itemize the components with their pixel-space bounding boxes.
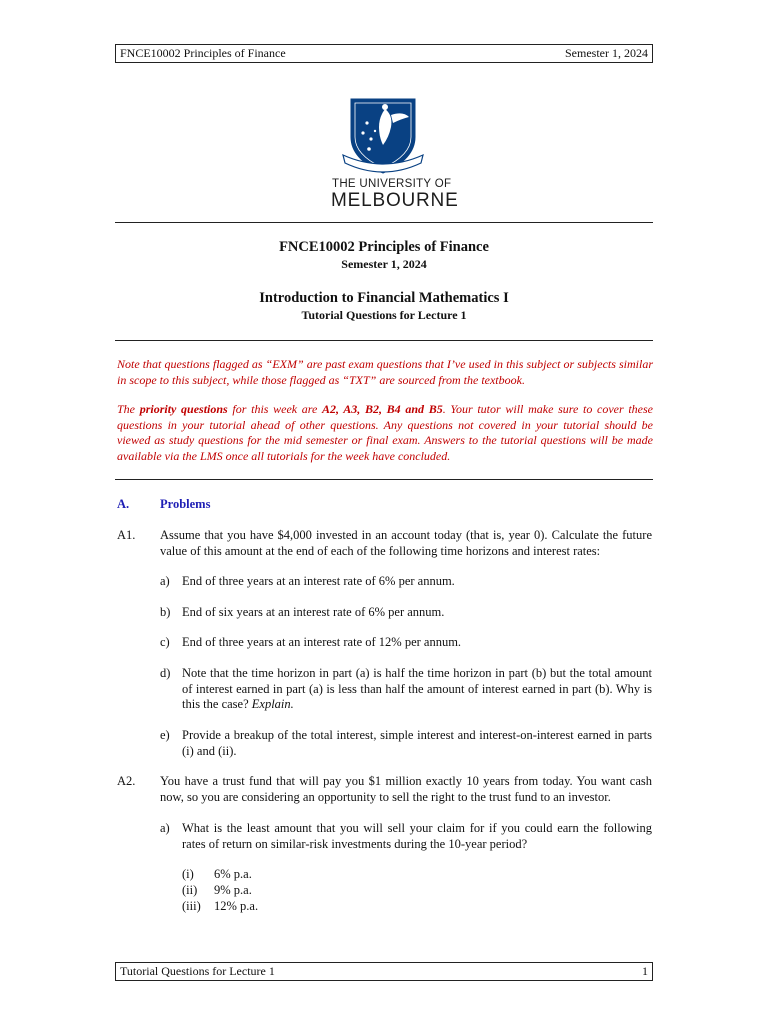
rate-label: (i) — [182, 867, 194, 881]
part-text: Note that the time horizon in part (a) is half the time horizon in part (b) but the total amount of interest earned in part (a) is less than half the amount of interest earned in part (b). Why is this the case? Explain. — [182, 666, 652, 711]
page-number: 1 — [642, 964, 648, 978]
part-text: End of three years at an interest rate of 6% per annum. — [182, 574, 455, 588]
university-name-line2: MELBOURNE — [331, 190, 459, 211]
priority-label: priority questions — [139, 402, 228, 416]
divider — [115, 479, 653, 480]
topic-title: Introduction to Financial Mathematics I — [259, 290, 509, 306]
part-text: End of three years at an interest rate of 12% per annum. — [182, 635, 462, 649]
question-number: A2. — [117, 774, 136, 788]
question-number: A1. — [117, 528, 136, 542]
part-label: a) — [160, 821, 170, 835]
rate-value: 9% p.a. — [214, 883, 252, 897]
semester-title: Semester 1, 2024 — [341, 257, 427, 271]
header-semester: Semester 1, 2024 — [565, 46, 648, 60]
part-label: b) — [160, 605, 171, 619]
part-text: Provide a breakup of the total interest, simple interest and interest-on-interest earned in parts (i) and (ii). — [182, 728, 652, 758]
course-title: FNCE10002 Principles of Finance — [279, 239, 489, 255]
emphasis: Explain. — [251, 697, 294, 711]
rate-label: (ii) — [182, 883, 198, 897]
rate-value: 6% p.a. — [214, 867, 252, 881]
page-header — [115, 44, 653, 63]
priority-list: A2, A3, B2, B4 and B5 — [322, 402, 443, 416]
note-priority: The priority questions for this week are A2, A3, B2, B4 and B5. Your tutor will make sure to cover these questions in your tutorial ahead of other questions. Any questions not covered in your tutorial should be viewed as study questions for the mid semester or final exam. Answers to the tutorial questions will be made available via the LMS once all tutorials for the week have concluded. — [117, 402, 653, 463]
university-logo — [327, 93, 439, 175]
part-text: End of six years at an interest rate of 6% per annum. — [182, 605, 445, 619]
rate-value: 12% p.a. — [214, 899, 259, 913]
header-course: FNCE10002 Principles of Finance — [120, 46, 286, 60]
university-crest-icon — [333, 93, 433, 175]
university-name-line1: THE UNIVERSITY OF — [332, 178, 452, 190]
footer-title: Tutorial Questions for Lecture 1 — [120, 964, 275, 978]
rate-label: (iii) — [182, 899, 201, 913]
section-title: Problems — [160, 497, 211, 511]
part-label: d) — [160, 666, 171, 680]
part-text: What is the least amount that you will sell your claim for if you could earn the following rates of return on similar-risk investments during the 10-year period? — [182, 821, 652, 851]
part-label: e) — [160, 728, 170, 742]
part-label: c) — [160, 635, 170, 649]
divider — [115, 222, 653, 223]
question-text: You have a trust fund that will pay you $1 million exactly 10 years from today. You want cash now, so you are considering an opportunity to sell the right to the trust fund to an investor. — [160, 774, 652, 804]
divider — [115, 340, 653, 341]
question-text: Assume that you have $4,000 invested in an account today (that is, year 0). Calculate the future value of this amount at the end of each of the following time horizons and interest rates: — [160, 528, 652, 558]
subtitle: Tutorial Questions for Lecture 1 — [301, 308, 467, 322]
page-footer — [115, 962, 653, 981]
section-letter: A. — [117, 497, 130, 511]
note-flags: Note that questions flagged as “EXM” are past exam questions that I’ve used in this subject or subjects similar in scope to this subject, while those flagged as “TXT” are sourced from the textbook. — [117, 357, 653, 387]
part-label: a) — [160, 574, 170, 588]
